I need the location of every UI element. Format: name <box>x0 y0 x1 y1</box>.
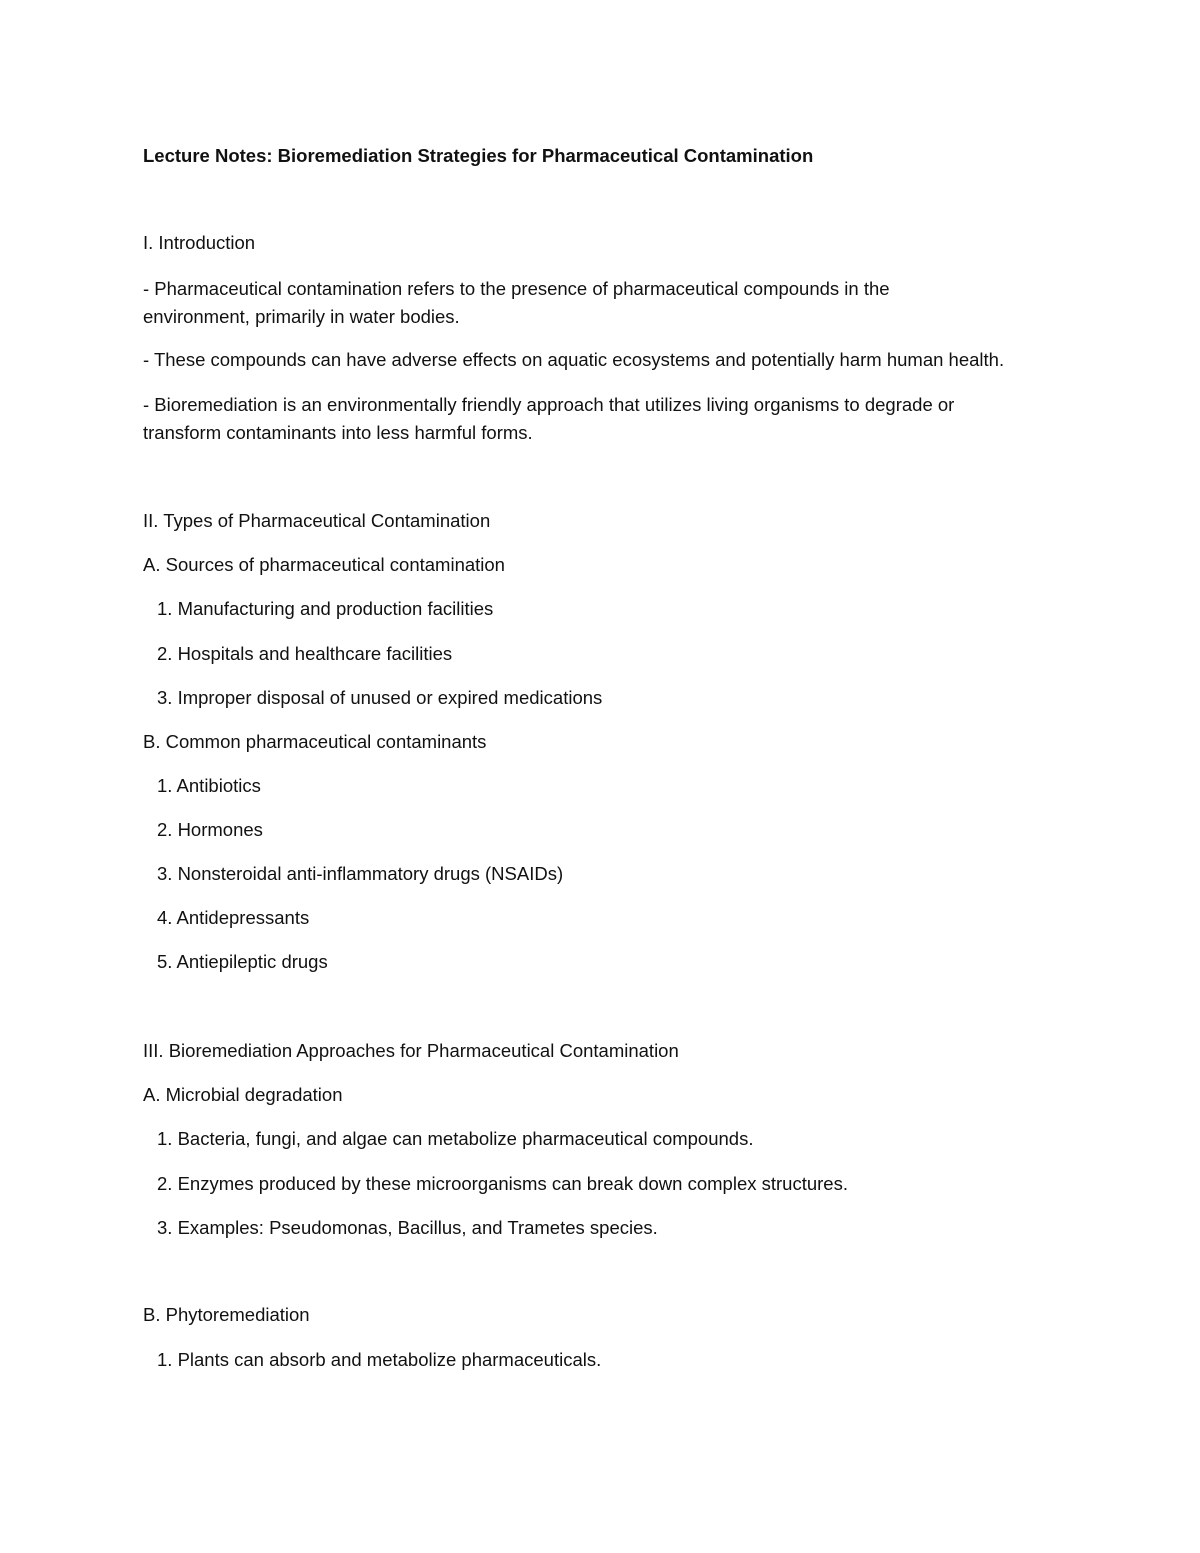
document-title: Lecture Notes: Bioremediation Strategies for Pharmaceutical Contamination <box>143 145 814 166</box>
list-item: 3. Nonsteroidal anti-inflammatory drugs (NSAIDs) <box>157 863 564 884</box>
list-item: 1. Antibiotics <box>157 775 261 796</box>
intro-bullet-2: - These compounds can have adverse effects on aquatic ecosystems and potentially harm human health. <box>143 349 1005 370</box>
subsection-heading-contaminants: B. Common pharmaceutical contaminants <box>143 731 487 752</box>
list-item: 1. Plants can absorb and metabolize pharmaceuticals. <box>157 1349 602 1370</box>
intro-bullet-1-line-1: - Pharmaceutical contamination refers to the presence of pharmaceutical compounds in the <box>143 278 890 299</box>
intro-bullet-3-line-2: transform contaminants into less harmful forms. <box>143 422 533 443</box>
list-item: 2. Hormones <box>157 819 263 840</box>
list-item: 5. Antiepileptic drugs <box>157 951 328 972</box>
section-heading-types: II. Types of Pharmaceutical Contamination <box>143 510 491 531</box>
list-item: 3. Examples: Pseudomonas, Bacillus, and Trametes species. <box>157 1217 658 1238</box>
list-item: 1. Manufacturing and production facilities <box>157 598 494 619</box>
list-item: 4. Antidepressants <box>157 907 310 928</box>
intro-bullet-3-line-1: - Bioremediation is an environmentally friendly approach that utilizes living organisms to degrade or <box>143 394 955 415</box>
list-item: 2. Hospitals and healthcare facilities <box>157 643 453 664</box>
list-item: 1. Bacteria, fungi, and algae can metabolize pharmaceutical compounds. <box>157 1128 754 1149</box>
list-item: 3. Improper disposal of unused or expired medications <box>157 687 603 708</box>
subsection-heading-phytoremediation: B. Phytoremediation <box>143 1304 310 1325</box>
section-heading-introduction: I. Introduction <box>143 232 256 253</box>
list-item: 2. Enzymes produced by these microorganisms can break down complex structures. <box>157 1173 848 1194</box>
subsection-heading-sources: A. Sources of pharmaceutical contamination <box>143 554 505 575</box>
subsection-heading-microbial: A. Microbial degradation <box>143 1084 343 1105</box>
intro-bullet-1-line-2: environment, primarily in water bodies. <box>143 306 460 327</box>
section-heading-approaches: III. Bioremediation Approaches for Pharmaceutical Contamination <box>143 1040 679 1061</box>
